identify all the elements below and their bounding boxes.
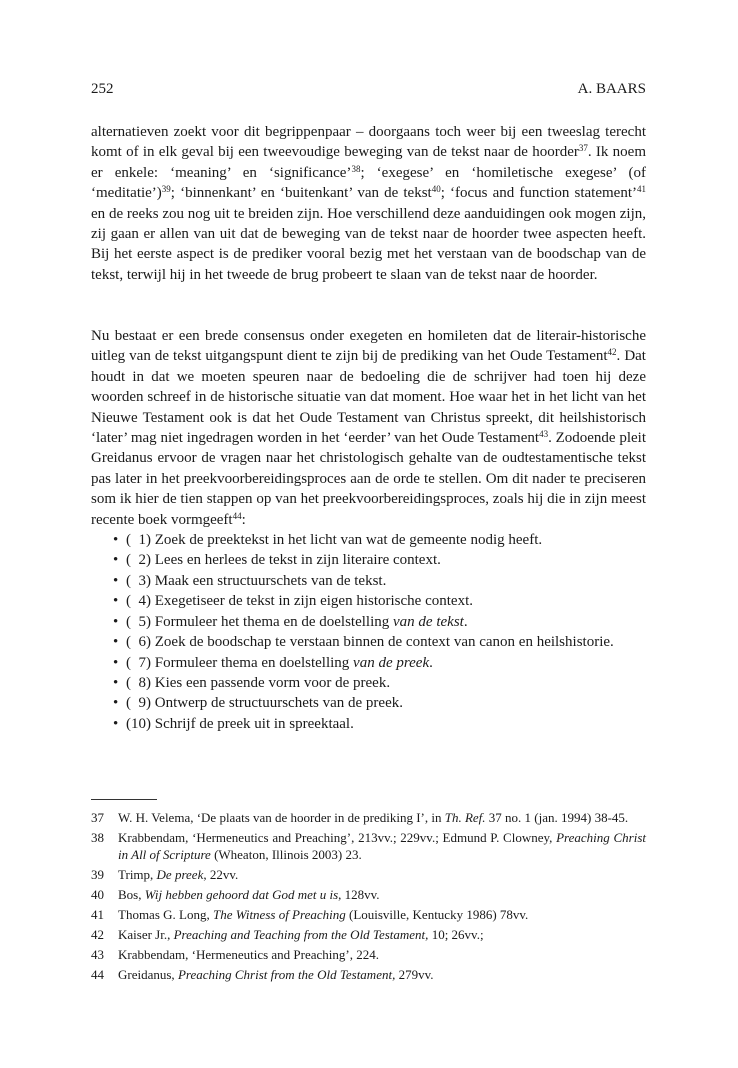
- bullet-icon: •: [113, 674, 119, 691]
- step-number: ( 7): [126, 654, 151, 671]
- step-text: Formuleer het thema en de doelstelling: [154, 613, 394, 630]
- footnote-ref-41[interactable]: 41: [637, 184, 646, 195]
- step-number: (10): [126, 715, 151, 732]
- step-item: [91, 550, 646, 570]
- footnote-title: The Witness of Preaching: [212, 907, 346, 922]
- text-run: en de reeks zou nog uit te breiden zijn. Hoe verschillend deze aanduidingen ook mogen zijn, zij gaan er allen van uit dat de beweging van de tekst naar de hoorder twee aspecten heeft. Bij het eerste aspect is de prediker vooral bezig met het verstaan van de boodschap van de tekst, terwijl hij in het tweede de brug probeert te slaan van de tekst naar de hoorder.: [91, 205, 646, 283]
- step-number: ( 6): [126, 634, 151, 651]
- step-text: Zoek de preektekst in het licht van wat de gemeente nodig heeft.: [154, 532, 543, 549]
- footnote-separator: [91, 799, 157, 800]
- step-number: ( 5): [126, 613, 151, 630]
- step-text-italic: van de tekst: [393, 613, 464, 630]
- step-number: ( 9): [126, 695, 151, 712]
- step-text: Zoek de boodschap te verstaan binnen de context van canon en heilshistorie.: [154, 634, 614, 651]
- step-text: Formuleer thema en doelstelling: [154, 654, 354, 671]
- footnote-text: Bos,: [118, 887, 145, 902]
- footnote-title: Preaching Christ from the Old Testament,: [177, 967, 396, 982]
- footnote-title: Th. Ref.: [444, 810, 486, 825]
- step-item: [91, 673, 646, 693]
- bullet-icon: •: [113, 634, 119, 651]
- step-number: ( 8): [126, 674, 151, 691]
- footnote-text-end: , 128vv.: [338, 887, 380, 902]
- footnote-ref-37[interactable]: 37: [578, 143, 588, 154]
- footnote-text: Krabbendam, ‘Hermeneutics and Preaching’, 213vv.; 229vv.; Edmund P. Clowney,: [118, 830, 557, 845]
- page-number: 252: [91, 81, 114, 97]
- step-text: Ontwerp de structuurschets van de preek.: [154, 695, 403, 712]
- footnote-38: [91, 829, 646, 863]
- bullet-icon: •: [113, 613, 119, 630]
- footnote-text: Greidanus,: [118, 967, 178, 982]
- paragraph-1: [91, 122, 646, 285]
- bullet-icon: •: [113, 695, 119, 712]
- footnotes: [91, 809, 646, 986]
- paragraph-2: [91, 326, 646, 734]
- text-run: ; ‘exegese’ en ‘homiletische exegese’ (of ‘meditatie’): [91, 164, 646, 202]
- step-item: [91, 693, 646, 713]
- footnote-text: Kaiser Jr.,: [118, 927, 174, 942]
- running-header: [91, 80, 646, 98]
- footnote-text-end: 10; 26vv.;: [428, 927, 484, 942]
- step-item: [91, 530, 646, 550]
- step-item: [91, 612, 646, 632]
- step-item: [91, 591, 646, 611]
- step-item: [91, 571, 646, 591]
- footnote-ref-39[interactable]: 39: [161, 184, 171, 195]
- footnote-title: De preek: [156, 867, 204, 882]
- step-text: Maak een structuurschets van de tekst.: [154, 572, 387, 589]
- footnote-text: Trimp,: [118, 867, 157, 882]
- footnote-text-end: 279vv.: [395, 967, 434, 982]
- footnote-number: 38: [91, 830, 104, 845]
- text-run: . Dat houdt in dat we moeten speuren naar de bedoeling die de schrijver had toen hij deze woorden schreef in de historische situatie van dat moment. Hoe waar het in het licht van het Nieuwe Testament ook is dat het Oude Testament van Christus spreekt, dit heilshistorisch ‘later’ mag niet ingedragen worden in het ‘eerder’ van het Oude Testament: [91, 348, 646, 447]
- text-run: :: [241, 511, 246, 528]
- footnote-title: Preaching Christ in All of Scripture: [118, 830, 647, 862]
- text-run: ; ‘focus and function statement’: [440, 185, 637, 202]
- text-run: ; ‘binnenkant’ en ‘buitenkant’ van de tekst: [170, 185, 432, 202]
- step-number: ( 2): [126, 552, 151, 569]
- footnote-number: 39: [91, 867, 104, 882]
- text-run: . Ik noem er enkele: ‘meaning’ en ‘significance’: [91, 144, 646, 181]
- footnote-ref-42[interactable]: 42: [607, 347, 617, 358]
- footnote-ref-43[interactable]: 43: [539, 429, 549, 440]
- step-number: ( 4): [126, 593, 151, 610]
- step-text: Exegetiseer de tekst in zijn eigen historische context.: [154, 593, 473, 610]
- bullet-icon: •: [113, 572, 119, 589]
- footnote-title: Preaching and Teaching from the Old Testament,: [173, 927, 429, 942]
- bullet-icon: •: [113, 552, 119, 569]
- step-text: Kies een passende vorm voor de preek.: [154, 674, 391, 691]
- footnote-text-end: 37 no. 1 (jan. 1994) 38-45.: [485, 810, 629, 825]
- step-text-end: .: [463, 613, 468, 630]
- footnote-37: [91, 809, 646, 826]
- footnote-41: [91, 906, 646, 923]
- footnote-40: [91, 886, 646, 903]
- footnote-title: Wij hebben gehoord dat God met u is: [144, 887, 339, 902]
- footnote-number: 44: [91, 967, 104, 982]
- step-text-italic: van de preek: [353, 654, 430, 671]
- step-text: Schrijf de preek uit in spreektaal.: [154, 715, 354, 732]
- footnote-text-end: , 22vv.: [203, 867, 239, 882]
- footnote-ref-44[interactable]: 44: [232, 510, 242, 521]
- footnote-number: 43: [91, 947, 104, 962]
- bullet-icon: •: [113, 654, 119, 671]
- footnote-number: 41: [91, 907, 104, 922]
- step-number: ( 3): [126, 572, 151, 589]
- footnote-text: Krabbendam, ‘Hermeneutics and Preaching’, 224.: [118, 947, 379, 962]
- text-run: alternatieven zoekt voor dit begrippenpaar – doorgaans toch weer bij een tweeslag terecht komt of in elk geval bij een tweevoudige beweging van de tekst naar de hoorder: [91, 124, 646, 161]
- footnote-number: 37: [91, 810, 104, 825]
- step-list: [91, 530, 646, 734]
- step-text-end: .: [429, 654, 433, 671]
- footnote-43: [91, 946, 646, 963]
- step-text: Lees en herlees de tekst in zijn literaire context.: [154, 552, 441, 569]
- footnote-42: [91, 926, 646, 943]
- footnote-number: 42: [91, 927, 104, 942]
- running-author: A. BAARS: [577, 81, 646, 97]
- step-item: [91, 632, 646, 652]
- footnote-44: [91, 966, 646, 983]
- step-item: [91, 653, 646, 673]
- footnote-text: Thomas G. Long,: [118, 907, 213, 922]
- bullet-icon: •: [113, 593, 119, 610]
- footnote-number: 40: [91, 887, 104, 902]
- footnote-text-end: (Louisville, Kentucky 1986) 78vv.: [345, 907, 529, 922]
- footnote-39: [91, 866, 646, 883]
- footnote-text-end: (Wheaton, Illinois 2003) 23.: [210, 847, 362, 862]
- text-run: Nu bestaat er een brede consensus onder exegeten en homileten dat de literair-historische uitleg van de tekst uitgangspunt dient te zijn bij de prediking van het Oude Testament: [91, 328, 646, 365]
- step-item: [91, 714, 646, 734]
- step-number: ( 1): [126, 532, 151, 549]
- footnote-ref-38[interactable]: 38: [351, 163, 361, 174]
- bullet-icon: •: [113, 715, 119, 732]
- text-run: . Zodoende pleit Greidanus ervoor de vragen naar het christologisch gehalte van de oudtestamentische tekst pas later in het preekvoorbereidingsproces aan de orde te stellen. Om dit nader te preciseren som ik hier de tien stappen op van het preekvoorbereidingsproces, zoals hij die in zijn meest recente boek vormgeeft: [91, 430, 646, 528]
- footnote-ref-40[interactable]: 40: [431, 184, 441, 195]
- bullet-icon: •: [113, 532, 119, 549]
- footnote-text: W. H. Velema, ‘De plaats van de hoorder in de prediking I’, in: [118, 810, 445, 825]
